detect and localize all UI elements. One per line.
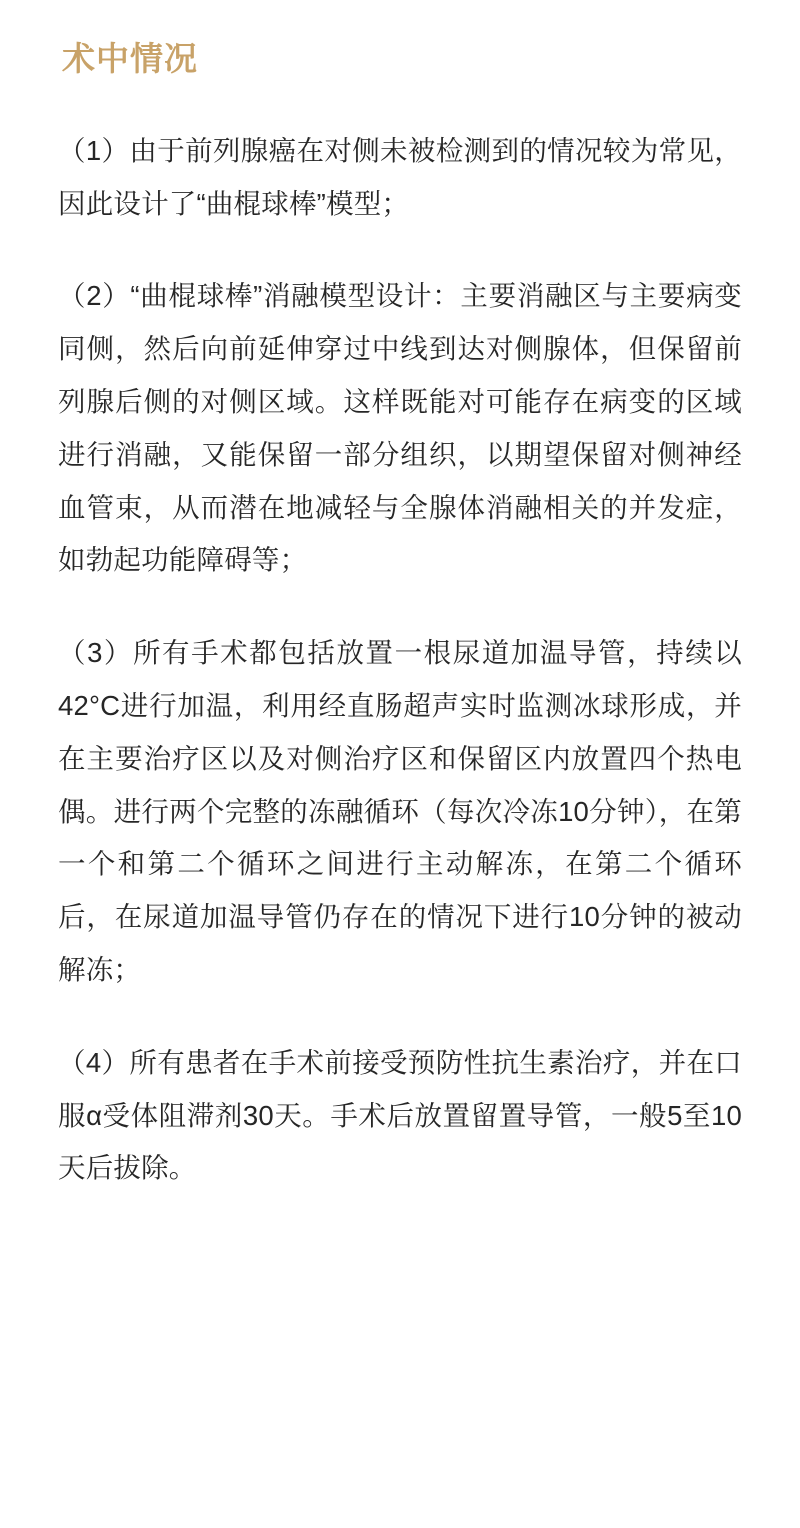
page-title: 术中情况 [62, 40, 198, 77]
paragraph-4: （4）所有患者在手术前接受预防性抗生素治疗，并在口服α受体阻滞剂30天。手术后放置留置导管，一般5至10天后拔除。 [58, 1046, 742, 1184]
paragraph-2: （2）“曲棍球棒”消融模型设计：主要消融区与主要病变同侧，然后向前延伸穿过中线到达对侧腺体，但保留前列腺后侧的对侧区域。这样既能对可能存在病变的区域进行消融，又能保留一部分组织，以期望保留对侧神经血管束，从而潜在地减轻与全腺体消融相关的并发症，如勃起功能障碍等； [58, 280, 742, 576]
paragraph-3: （3）所有手术都包括放置一根尿道加温导管，持续以42°C进行加温，利用经直肠超声实时监测冰球形成，并在主要治疗区以及对侧治疗区和保留区内放置四个热电偶。进行两个完整的冻融循环（每次冷冻10分钟），在第一个和第二个循环之间进行主动解冻，在第二个循环后，在尿道加温导管仍存在的情况下进行10分钟的被动解冻； [58, 637, 742, 986]
paragraph-1: （1）由于前列腺癌在对侧未被检测到的情况较为常见，因此设计了“曲棍球棒”模型； [58, 134, 742, 219]
document-body [58, 125, 742, 1195]
